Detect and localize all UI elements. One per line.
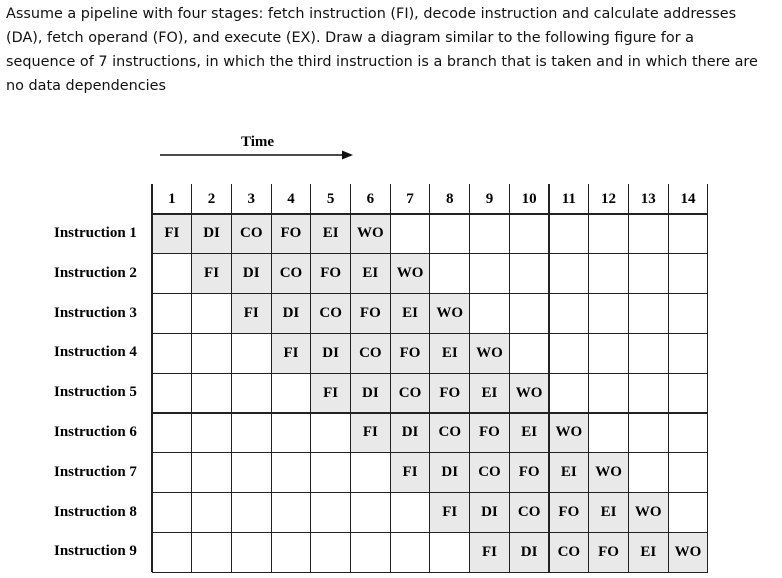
pipeline-cell bbox=[628, 214, 668, 254]
stage-cell: WO bbox=[549, 413, 589, 453]
pipeline-cell bbox=[628, 333, 668, 373]
time-column-header: 2 bbox=[207, 190, 216, 207]
pipeline-cell bbox=[668, 294, 708, 334]
stage-cell: CO bbox=[390, 373, 430, 413]
pipeline-cell bbox=[549, 333, 589, 373]
pipeline-cell bbox=[549, 214, 589, 254]
pipeline-cell bbox=[628, 413, 668, 453]
stage-cell: FO bbox=[430, 373, 470, 413]
pipeline-cell bbox=[271, 493, 311, 533]
stage-cell: EI bbox=[509, 413, 549, 453]
pipeline-cell bbox=[628, 254, 668, 294]
pipeline-cell bbox=[152, 294, 192, 334]
time-column-header: 12 bbox=[601, 190, 617, 207]
pipeline-cell bbox=[152, 532, 192, 572]
stage-cell: DI bbox=[470, 493, 510, 533]
pipeline-cell bbox=[231, 413, 271, 453]
pipeline-cell bbox=[351, 493, 391, 533]
time-arrow-icon bbox=[160, 149, 355, 163]
stage-cell: WO bbox=[470, 333, 510, 373]
time-column-header: 11 bbox=[561, 190, 576, 207]
stage-cell: WO bbox=[390, 254, 430, 294]
pipeline-cell bbox=[271, 413, 311, 453]
stage-cell: FO bbox=[589, 532, 629, 572]
pipeline-cell bbox=[589, 333, 629, 373]
stage-cell: FI bbox=[390, 453, 430, 493]
pipeline-cell bbox=[628, 294, 668, 334]
stage-cell: FO bbox=[390, 333, 430, 373]
stage-cell: FO bbox=[271, 214, 311, 254]
stage-cell: WO bbox=[351, 214, 391, 254]
stage-cell: CO bbox=[231, 214, 271, 254]
stage-cell: EI bbox=[470, 373, 510, 413]
grid-horizontal-line bbox=[152, 213, 708, 214]
pipeline-cell bbox=[509, 214, 549, 254]
pipeline-grid bbox=[152, 184, 708, 572]
pipeline-cell bbox=[192, 294, 232, 334]
pipeline-cell bbox=[231, 373, 271, 413]
grid-vertical-line bbox=[588, 184, 589, 572]
grid-vertical-line bbox=[429, 184, 430, 572]
pipeline-cell bbox=[271, 453, 311, 493]
pipeline-cell bbox=[628, 453, 668, 493]
pipeline-cell bbox=[668, 413, 708, 453]
grid-horizontal-line bbox=[152, 572, 708, 573]
stage-cell: EI bbox=[589, 493, 629, 533]
pipeline-cell bbox=[589, 254, 629, 294]
pipeline-cell bbox=[152, 493, 192, 533]
pipeline-cell bbox=[430, 532, 470, 572]
pipeline-cell bbox=[470, 214, 510, 254]
pipeline-cell bbox=[549, 373, 589, 413]
instruction-label: Instruction 9 bbox=[54, 543, 137, 560]
grid-vertical-line bbox=[350, 184, 351, 572]
instruction-label: Instruction 4 bbox=[54, 344, 137, 361]
pipeline-cell bbox=[231, 333, 271, 373]
pipeline-cell bbox=[271, 373, 311, 413]
pipeline-cell bbox=[192, 373, 232, 413]
stage-cell: WO bbox=[589, 453, 629, 493]
stage-cell: FO bbox=[311, 254, 351, 294]
pipeline-cell bbox=[668, 373, 708, 413]
time-column-header: 1 bbox=[168, 190, 176, 207]
pipeline-cell bbox=[390, 493, 430, 533]
question-text bbox=[6, 2, 782, 98]
stage-cell: FI bbox=[470, 532, 510, 572]
grid-horizontal-line bbox=[152, 452, 708, 453]
instruction-label: Instruction 7 bbox=[54, 463, 137, 480]
stage-cell: CO bbox=[549, 532, 589, 572]
pipeline-cell bbox=[231, 532, 271, 572]
stage-cell: CO bbox=[470, 453, 510, 493]
pipeline-cell bbox=[470, 294, 510, 334]
question-line: Assume a pipeline with four stages: fetch instruction (FI), decode instruction and calculate addresses bbox=[6, 6, 737, 22]
instruction-label: Instruction 2 bbox=[54, 264, 137, 281]
stage-cell: CO bbox=[509, 493, 549, 533]
pipeline-cell bbox=[668, 214, 708, 254]
stage-cell: CO bbox=[311, 294, 351, 334]
grid-vertical-line bbox=[231, 184, 232, 572]
grid-vertical-line bbox=[668, 184, 669, 572]
instruction-label: Instruction 3 bbox=[54, 304, 137, 321]
stage-cell: EI bbox=[549, 453, 589, 493]
pipeline-cell bbox=[152, 413, 192, 453]
grid-vertical-line bbox=[707, 184, 708, 572]
pipeline-cell bbox=[311, 453, 351, 493]
pipeline-cell bbox=[430, 214, 470, 254]
pipeline-cell bbox=[628, 373, 668, 413]
grid-vertical-line bbox=[628, 184, 629, 572]
pipeline-cell bbox=[589, 373, 629, 413]
grid-horizontal-line bbox=[152, 373, 708, 374]
instruction-label: Instruction 1 bbox=[54, 224, 137, 241]
stage-cell: WO bbox=[430, 294, 470, 334]
stage-cell: DI bbox=[351, 373, 391, 413]
pipeline-cell bbox=[152, 373, 192, 413]
time-column-header: 6 bbox=[366, 190, 375, 207]
instruction-label: Instruction 5 bbox=[54, 384, 137, 401]
pipeline-cell bbox=[351, 453, 391, 493]
pipeline-cell bbox=[311, 413, 351, 453]
grid-horizontal-line bbox=[152, 492, 708, 493]
time-column-header: 14 bbox=[680, 190, 696, 207]
pipeline-cell bbox=[311, 532, 351, 572]
stage-cell: DI bbox=[271, 294, 311, 334]
pipeline-cell bbox=[390, 532, 430, 572]
pipeline-cell bbox=[549, 254, 589, 294]
time-column-header: 3 bbox=[247, 190, 255, 207]
pipeline-cell bbox=[351, 532, 391, 572]
stage-cell: CO bbox=[271, 254, 311, 294]
stage-cell: CO bbox=[351, 333, 391, 373]
stage-cell: DI bbox=[430, 453, 470, 493]
pipeline-cell bbox=[509, 333, 549, 373]
stage-cell: DI bbox=[390, 413, 430, 453]
pipeline-cell bbox=[549, 294, 589, 334]
grid-horizontal-line bbox=[152, 532, 708, 533]
stage-cell: EI bbox=[311, 214, 351, 254]
pipeline-cell bbox=[589, 413, 629, 453]
pipeline-cell bbox=[668, 493, 708, 533]
stage-cell: DI bbox=[509, 532, 549, 572]
stage-cell: FI bbox=[152, 214, 192, 254]
time-column-header: 9 bbox=[485, 190, 494, 207]
stage-cell: FI bbox=[192, 254, 232, 294]
pipeline-cell bbox=[470, 254, 510, 294]
stage-cell: EI bbox=[351, 254, 391, 294]
stage-cell: FO bbox=[549, 493, 589, 533]
instruction-label: Instruction 8 bbox=[54, 503, 137, 520]
stage-cell: FO bbox=[351, 294, 391, 334]
stage-cell: WO bbox=[628, 493, 668, 533]
stage-cell: FI bbox=[231, 294, 271, 334]
grid-horizontal-line bbox=[152, 293, 708, 294]
time-column-header: 8 bbox=[445, 190, 454, 207]
pipeline-cell bbox=[668, 333, 708, 373]
grid-vertical-line bbox=[390, 184, 391, 572]
grid-vertical-line bbox=[509, 184, 510, 572]
pipeline-cell bbox=[509, 254, 549, 294]
stage-cell: CO bbox=[430, 413, 470, 453]
stage-cell: FI bbox=[351, 413, 391, 453]
pipeline-cell bbox=[192, 333, 232, 373]
grid-vertical-line bbox=[548, 184, 549, 572]
grid-vertical-line bbox=[469, 184, 470, 572]
stage-cell: EI bbox=[430, 333, 470, 373]
pipeline-cell bbox=[271, 532, 311, 572]
stage-cell: DI bbox=[192, 214, 232, 254]
stage-cell: FO bbox=[509, 453, 549, 493]
grid-horizontal-line bbox=[152, 333, 708, 334]
pipeline-cell bbox=[192, 413, 232, 453]
grid-vertical-line bbox=[310, 184, 311, 572]
pipeline-cell bbox=[311, 493, 351, 533]
stage-cell: WO bbox=[509, 373, 549, 413]
grid-vertical-line bbox=[151, 184, 152, 572]
pipeline-cell bbox=[668, 453, 708, 493]
time-column-header: 4 bbox=[287, 190, 295, 207]
stage-cell: EI bbox=[390, 294, 430, 334]
pipeline-cell bbox=[589, 214, 629, 254]
time-axis-label: Time bbox=[241, 134, 275, 150]
stage-cell: FI bbox=[271, 333, 311, 373]
instruction-label: Instruction 6 bbox=[54, 423, 137, 440]
question-line: sequence of 7 instructions, in which the third instruction is a branch that is taken and in which there are bbox=[6, 54, 758, 70]
grid-vertical-line bbox=[191, 184, 192, 572]
pipeline-cell bbox=[152, 254, 192, 294]
pipeline-cell bbox=[430, 254, 470, 294]
pipeline-cell bbox=[192, 453, 232, 493]
grid-horizontal-line bbox=[152, 253, 708, 254]
stage-cell: FO bbox=[470, 413, 510, 453]
time-column-header: 13 bbox=[640, 190, 656, 207]
time-column-header: 5 bbox=[326, 190, 335, 207]
time-column-header: 10 bbox=[521, 190, 537, 207]
pipeline-cell bbox=[668, 254, 708, 294]
pipeline-cell bbox=[152, 333, 192, 373]
pipeline-cell bbox=[231, 493, 271, 533]
time-column-header: 7 bbox=[406, 190, 414, 207]
question-line: (DA), fetch operand (FO), and execute (EX). Draw a diagram similar to the following figure for a bbox=[6, 30, 694, 46]
pipeline-cell bbox=[589, 294, 629, 334]
stage-cell: WO bbox=[668, 532, 708, 572]
stage-cell: EI bbox=[628, 532, 668, 572]
stage-cell: DI bbox=[231, 254, 271, 294]
stage-cell: FI bbox=[430, 493, 470, 533]
pipeline-cell bbox=[152, 453, 192, 493]
stage-cell: DI bbox=[311, 333, 351, 373]
stage-cell: FI bbox=[311, 373, 351, 413]
pipeline-cell bbox=[390, 214, 430, 254]
question-line: no data dependencies bbox=[6, 78, 166, 94]
pipeline-cell bbox=[192, 493, 232, 533]
grid-horizontal-line bbox=[152, 412, 708, 413]
pipeline-cell bbox=[509, 294, 549, 334]
pipeline-cell bbox=[192, 532, 232, 572]
grid-vertical-line bbox=[271, 184, 272, 572]
pipeline-cell bbox=[231, 453, 271, 493]
